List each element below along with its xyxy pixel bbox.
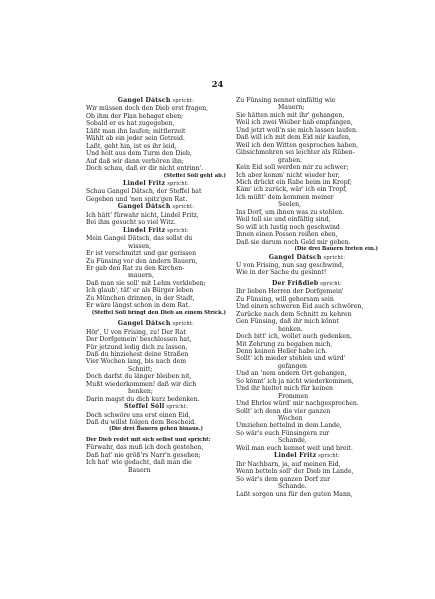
- verse-line: Ich aber komm' nicht wieder her,: [236, 171, 340, 179]
- verse-line: Ich hat' wie gedacht, daß man die: [86, 459, 192, 467]
- verse-line: Ihnen einen Possen reißen eben,: [236, 231, 338, 239]
- verse-line: So wär's dem ganzen Dorf zur: [236, 475, 331, 483]
- stage-direction: (Steffel Söll bringt den Dieb an einem Strick.): [91, 309, 226, 316]
- stage-direction: (Steffel Söll geht ab.): [163, 172, 226, 179]
- verse-line: Ins Dorf, um ihnen was zu stehlen.: [236, 208, 345, 216]
- verse-line: Ihr Nachbarn, ja, auf meinen Eid,: [236, 460, 341, 468]
- verse-line: Wählt ab ein jeder sein Getreid.: [86, 135, 185, 143]
- verse-line: Denn keinen Heller habe ich.: [236, 347, 328, 355]
- page-number: 24: [211, 80, 224, 90]
- speaker-name: Der Frißdieb: [272, 279, 319, 287]
- verse-line: Zu Fünsing vor den andern Bauern,: [86, 257, 198, 265]
- verse-continuation: Schande,: [278, 437, 307, 445]
- verse-line: Und einen schweren Eid auch schwören,: [236, 303, 364, 311]
- verse-continuation: Bauern: [128, 466, 151, 474]
- stage-direction: (Die drei Bauern gehen hinaus.): [108, 426, 203, 433]
- verse-line: Und holt aus dem Turm den Dieb,: [86, 150, 192, 158]
- verse-line: Ich glaub', täť' er als Bürger leben: [86, 287, 194, 295]
- speaker-verb: spricht:: [170, 204, 195, 211]
- verse-line: Daß du willst folgen dem Bescheid.: [86, 419, 197, 427]
- verse-line: Mich drückt ein Rabe beim im Kropf;: [236, 178, 352, 186]
- speaker-heading: [86, 203, 226, 211]
- speaker-verb: spricht:: [321, 254, 346, 261]
- verse-line: Sollt' ich mieder stehlen und würd': [236, 355, 346, 363]
- verse-line: Bei ihm gesucht so viel Witz.: [86, 219, 176, 227]
- verse-line: Gegeben und 'nen spitz'gen Rat.: [86, 195, 188, 203]
- verse-continuation: Mauern;: [278, 104, 305, 112]
- verse-continuation: gefangen: [278, 362, 307, 370]
- verse-line: Er gab den Rat zu den Kirchen-: [86, 264, 185, 272]
- verse-line: So wär's euch Fünsingern zur: [236, 429, 330, 437]
- verse-line: Gen Fünsing, daß ihr mich könnt: [236, 318, 339, 326]
- verse-line: Darin magst du dich kurz bedenken.: [86, 395, 200, 403]
- speaker-heading: [236, 280, 378, 288]
- speaker-name: Lindel Fritz: [123, 179, 166, 187]
- speaker-name: Steffel Söll: [123, 403, 165, 411]
- verse-line: Er wäre längst schon in dem Rat.: [86, 302, 191, 310]
- verse-continuation: henken.: [278, 325, 303, 333]
- speaker-name: Gangel Dätsch: [117, 97, 171, 104]
- verse-continuation: Schnitt;: [128, 365, 153, 373]
- verse-line: Zurücke nach dem Schnitt zu kehren: [236, 310, 352, 318]
- verse-line: Ob ihm der Plan behaget eben;: [86, 112, 184, 120]
- verse-line: U von Frising, nun sag geschwind,: [236, 261, 344, 269]
- verse-line: So könnt' ich ja nicht wiederkommen,: [236, 377, 354, 385]
- verse-line: Daß sie darum noch Geld mir geben.: [236, 238, 351, 246]
- speaker-verb: spricht:: [170, 321, 195, 328]
- verse-line: Ihr lieben Herren der Dorfgemein': [236, 288, 344, 296]
- verse-line: Doch darfst du länger bleiben nit,: [86, 373, 192, 381]
- verse-line: Weil toll sie und einfältig sind,: [236, 216, 331, 224]
- speaker-heading: [86, 403, 226, 411]
- stage-direction: Der Dieb redet mit sich selbst und spricht:: [86, 436, 211, 443]
- verse-line: Gibsichmohren sei leichter als Rüben-: [236, 149, 355, 157]
- verse-line: Wie in der Sache du gesinnt!: [236, 269, 327, 277]
- verse-line: Käm' ich zurück, wär' ich ein Tropf,: [236, 186, 348, 194]
- verse-continuation: graben.: [278, 156, 302, 164]
- verse-continuation: mauern,: [128, 272, 154, 280]
- speaker-heading: [236, 452, 378, 460]
- speaker-name: Gangel Dätsch: [117, 320, 171, 328]
- verse-line: Daß man sie soll' mit Lehm verkleben;: [86, 279, 206, 287]
- verse-continuation: wissen,: [128, 242, 152, 250]
- verse-continuation: Seelen,: [278, 201, 301, 209]
- verse-line: Und jetzt woll'n sie mich lassen laufen.: [236, 126, 358, 134]
- speaker-verb: spricht:: [165, 227, 189, 234]
- verse-line: Laßt, geht hin, ist es ihr leid,: [86, 142, 177, 150]
- verse-line: Laßt sorgen uns für den guten Mann,: [236, 490, 353, 498]
- verse-line: Daß du hinziehest deine Straßen: [86, 350, 189, 358]
- speaker-heading: [86, 320, 226, 328]
- verse-line: Doch schwöre uns erst einen Eid,: [86, 411, 191, 419]
- speaker-name: Lindel Fritz: [274, 452, 317, 460]
- verse-line: Sie hätten mich mit ihr' gehangen,: [236, 111, 345, 119]
- verse-line: Fürwahr, das muß ich doch gestehen,: [86, 444, 204, 452]
- verse-line: Sobald er es hat zugegeben,: [86, 120, 175, 128]
- speaker-heading: [86, 97, 226, 105]
- left-column: [86, 97, 226, 474]
- speaker-name: Gangel Dätsch: [268, 253, 322, 261]
- verse-line: Kein Eid soll werden mir zu schwer;: [236, 164, 349, 172]
- verse-line: Für jetzund ledig dich zu lassen,: [86, 343, 188, 351]
- verse-line: Auf daß wir dann verhören ihn;: [86, 157, 184, 165]
- verse-line: Ich hätt' fürwahr nicht, Lindel Fritz,: [86, 211, 199, 219]
- speaker-name: Lindel Fritz: [123, 226, 166, 234]
- verse-line: Und an 'nem andern Ort gehangen,: [236, 370, 347, 378]
- verse-line: Zu Fünsing nennet einfältig wie: [236, 97, 336, 104]
- verse-line: Sollt' ich denn die vier ganzen: [236, 407, 331, 415]
- verse-line: Ich müßt' dem kommen meiner: [236, 193, 334, 201]
- verse-line: Daß will ich mit dem Eid mir kaufen,: [236, 134, 351, 142]
- verse-continuation: Schande.: [278, 483, 307, 491]
- verse-line: Zu Fünsing, will gehorsam sein: [236, 295, 334, 303]
- verse-line: Doch bitt' ich, wollet auch gedenken,: [236, 333, 352, 341]
- verse-continuation: henken;: [128, 388, 153, 396]
- speaker-verb: spricht:: [170, 98, 195, 104]
- speaker-verb: spricht:: [318, 280, 342, 287]
- speaker-heading: [236, 254, 378, 262]
- verse-line: Und ihr hieltet mich für keinen: [236, 385, 333, 393]
- verse-continuation: Frommen: [278, 392, 309, 400]
- verse-line: Wir müssen doch den Dieb erst fragen,: [86, 105, 209, 113]
- verse-line: Der Dorfgemein' beschlossen hat,: [86, 336, 192, 344]
- verse-line: Mit Zehrung zu begaben mich,: [236, 340, 333, 348]
- verse-line: Mein Gangel Dätsch, das sollst du: [86, 235, 193, 243]
- speaker-verb: spricht:: [165, 180, 189, 187]
- speaker-name: Gangel Dätsch: [117, 203, 171, 211]
- verse-line: Er ist verschmitzt und gar gerissen: [86, 250, 197, 258]
- verse-line: Vier Wochen lang, bis nach dem: [86, 358, 187, 366]
- verse-line: Zu München drinnen, in der Stadt,: [86, 294, 195, 302]
- verse-line: Und Ehrlos würd' mir nachgesprochen.: [236, 400, 359, 408]
- verse-line: So will ich lustig noch geschwind: [236, 223, 340, 231]
- verse-line: Doch schau, daß er dir nicht entrinn'.: [86, 165, 204, 173]
- verse-line: Umziehen bettelnd in dem Lande,: [236, 422, 342, 430]
- stage-direction: (Die drei Bauern treten ein.): [294, 246, 378, 253]
- verse-line: Mußt wiederkommen! daß wir dich: [86, 380, 197, 388]
- speaker-heading: [86, 227, 226, 235]
- verse-line: Daß hat' nie größ'rs Narr'n gesehen;: [86, 451, 201, 459]
- verse-line: Weil man euch kennet weit und breit.: [236, 444, 353, 452]
- right-column: [236, 97, 378, 498]
- verse-line: Hör', U von Frising, zu! Der Rat: [86, 328, 186, 336]
- verse-line: Läßt man ihn laufen; mittlerzeit: [86, 127, 186, 135]
- verse-line: Wenn betteln soll' der Dieb im Lande,: [236, 468, 354, 476]
- speaker-verb: spricht:: [316, 453, 340, 460]
- speaker-verb: spricht:: [164, 404, 189, 411]
- verse-continuation: Wochen: [278, 415, 303, 423]
- speaker-heading: [86, 180, 226, 188]
- verse-line: Schau Gangel Dätsch, der Steffel hat: [86, 188, 202, 196]
- verse-line: Weil ich zwei Weiber hab empfangen,: [236, 119, 353, 127]
- verse-line: Weil ich den Witten gesprochen haben,: [236, 141, 359, 149]
